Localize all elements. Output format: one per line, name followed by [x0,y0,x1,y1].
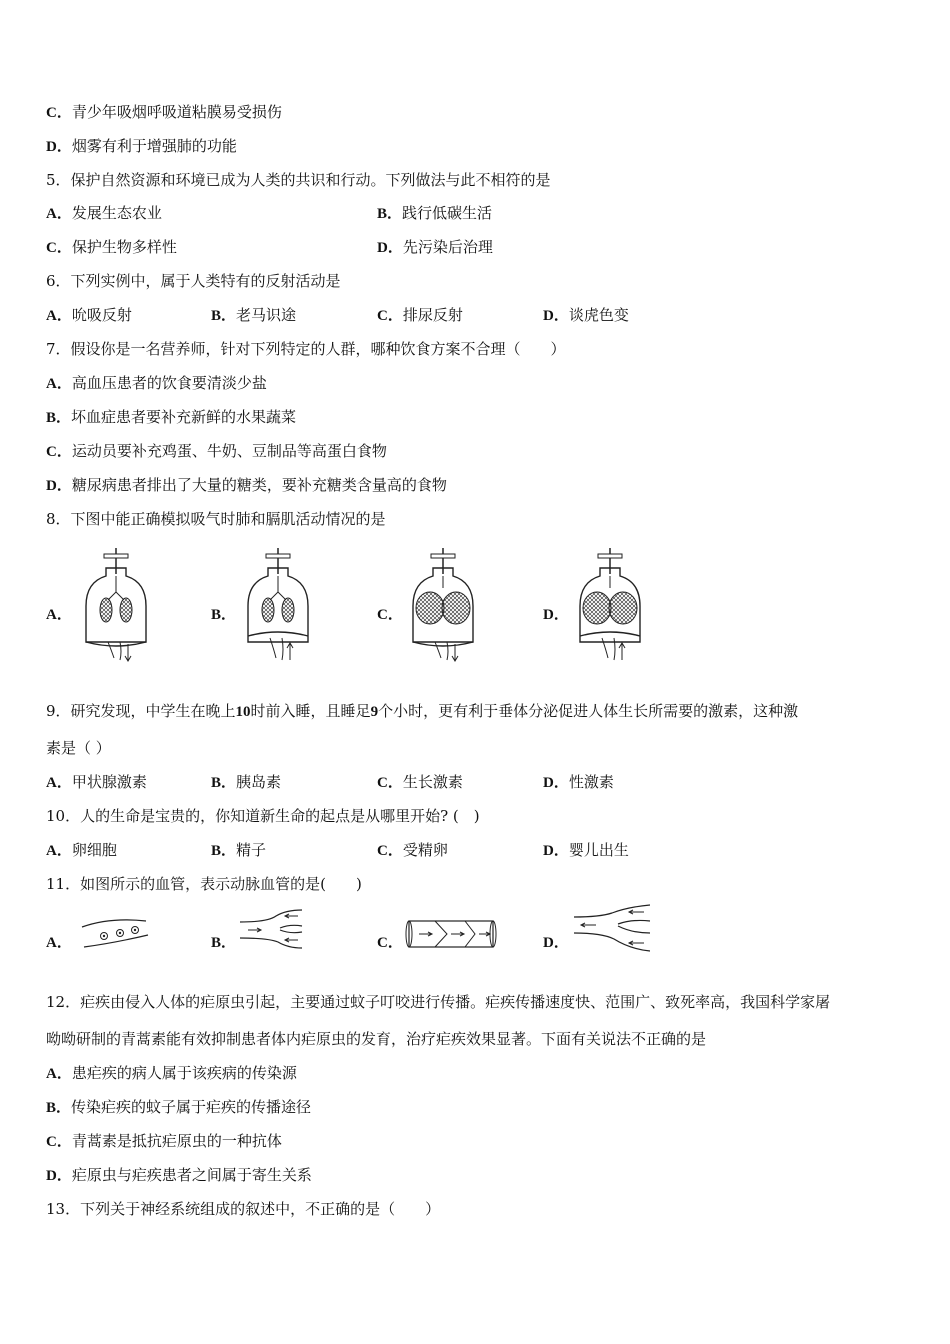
q11-figure-c [405,915,497,953]
q8-figure-a [76,546,156,664]
q11-stem: 11．如图所示的血管，表示动脉血管的是( ) [46,875,362,893]
q11-figure-d [572,903,654,953]
q8-figure-c [403,546,483,664]
q12-stem-line1: 12．疟疾由侵入人体的疟原虫引起，主要通过蚊子叮咬进行传播。疟疾传播速度快、范围广、致死率高，我国科学家屠 [46,993,831,1011]
q4-option-d: D．烟雾有利于增强肺的功能 [46,137,237,155]
q5-option-b: B．践行低碳生活 [377,204,493,222]
q10-stem: 10．人的生命是宝贵的，你知道新生命的起点是从哪里开始? ( ) [46,807,480,825]
q13-stem: 13．下列关于神经系统组成的叙述中，不正确的是（ ） [46,1200,441,1218]
q9-stem-line1: 9．研究发现，中学生在晚上10时前入睡，且睡足9个小时，更有利于垂体分泌促进人体生长所需要的激素，这种激 [46,702,799,720]
q7-option-d: D．糖尿病患者排出了大量的糖类，要补充糖类含量高的食物 [46,476,447,494]
q5-option-a: A．发展生态农业 [46,204,162,222]
q4-option-c: C．青少年吸烟呼吸道粘膜易受损伤 [46,103,282,121]
q12-option-c: C．青蒿素是抵抗疟原虫的一种抗体 [46,1132,282,1150]
q9-stem-line2: 素是（ ） [46,739,111,757]
q10-option-c: C．受精卵 [377,841,448,859]
q8-figure-b [238,546,318,664]
q12-option-d: D．疟原虫与疟疾患者之间属于寄生关系 [46,1166,312,1184]
q6-option-b: B．老马识途 [211,306,297,324]
q11-figure-a [80,913,150,953]
q12-option-a: A．患疟疾的病人属于该疾病的传染源 [46,1064,297,1082]
q8-figure-d [570,546,650,664]
q11-option-b-label: B． [211,935,237,951]
q11-option-d-label: D． [543,935,569,951]
q11-figure-b [238,908,308,950]
q10-option-a: A．卵细胞 [46,841,117,859]
q8-option-b-label: B． [211,607,237,623]
q7-option-b: B．坏血症患者要补充新鲜的水果蔬菜 [46,408,297,426]
q7-stem: 7．假设你是一名营养师，针对下列特定的人群，哪种饮食方案不合理（ ） [46,340,566,358]
q9-option-d: D．性激素 [543,773,614,791]
q12-option-b: B．传染疟疾的蚊子属于疟疾的传播途径 [46,1098,312,1116]
q5-option-c: C．保护生物多样性 [46,238,177,256]
q12-stem-line2: 呦呦研制的青蒿素能有效抑制患者体内疟原虫的发育，治疗疟疾效果显著。下面有关说法不正确的是 [46,1030,707,1048]
q11-option-c-label: C． [377,935,403,951]
q8-stem: 8．下图中能正确模拟吸气时肺和膈肌活动情况的是 [46,510,386,528]
q7-option-c: C．运动员要补充鸡蛋、牛奶、豆制品等高蛋白食物 [46,442,387,460]
q10-option-d: D．婴儿出生 [543,841,629,859]
q8-option-d-label: D． [543,607,569,623]
q6-option-c: C．排尿反射 [377,306,463,324]
q9-option-b: B．胰岛素 [211,773,282,791]
q9-option-a: A．甲状腺激素 [46,773,147,791]
q8-option-c-label: C． [377,607,403,623]
q6-option-a: A．吮吸反射 [46,306,132,324]
q8-option-a-label: A． [46,607,72,623]
q10-option-b: B．精子 [211,841,267,859]
q6-option-d: D．谈虎色变 [543,306,629,324]
q11-option-a-label: A． [46,935,72,951]
q5-stem: 5．保护自然资源和环境已成为人类的共识和行动。下列做法与此不相符的是 [46,171,551,189]
q5-option-d: D．先污染后治理 [377,238,493,256]
q9-option-c: C．生长激素 [377,773,463,791]
q6-stem: 6．下列实例中，属于人类特有的反射活动是 [46,272,341,290]
q7-option-a: A．高血压患者的饮食要清淡少盐 [46,374,267,392]
